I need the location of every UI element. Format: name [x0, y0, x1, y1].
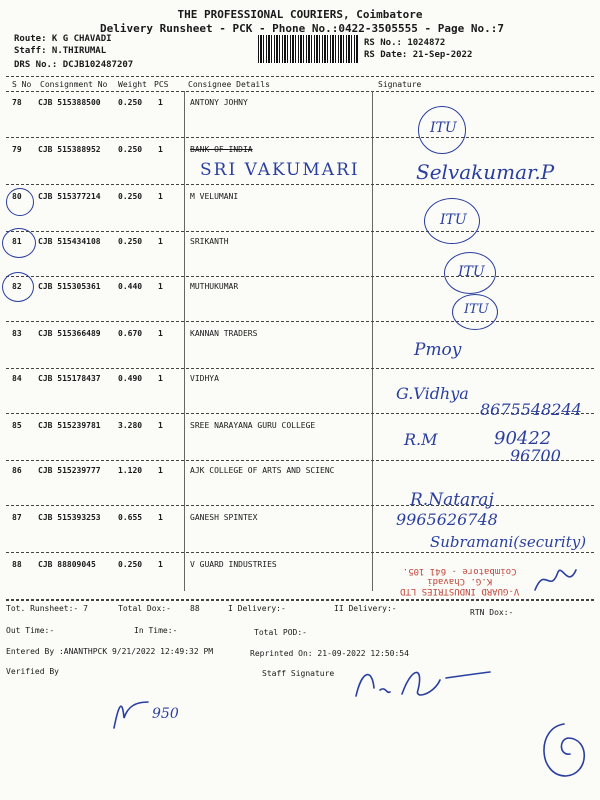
divider	[6, 91, 594, 92]
row-consignee: M VELUMANI	[190, 192, 239, 201]
row-sno: 81	[12, 237, 22, 246]
route-label: Route: K G CHAVADI	[14, 34, 112, 44]
barcode	[258, 35, 358, 63]
row-circle-mark	[2, 272, 34, 302]
rs-date: RS Date: 21-Sep-2022	[364, 50, 473, 60]
runsheet-title: Delivery Runsheet - PCK - Phone No.:0422-3505555 - Page No.:7	[100, 22, 504, 35]
row-weight: 0.250	[118, 192, 143, 201]
row-consignment: CJB 515377214	[38, 192, 101, 201]
col-consignment: Consignment No	[40, 80, 108, 89]
row-consignee: SRIKANTH	[190, 237, 229, 246]
out-time: Out Time:-	[6, 626, 55, 635]
row-consignment: CJB 515434108	[38, 237, 101, 246]
signature: G.Vidhya	[396, 384, 469, 403]
i-delivery: I Delivery:-	[228, 604, 286, 613]
row-consignee: V GUARD INDUSTRIES	[190, 560, 277, 569]
col-sno: S No	[12, 80, 32, 89]
row-weight: 0.250	[118, 560, 143, 569]
row-pcs: 1	[158, 421, 163, 430]
row-divider	[6, 321, 594, 322]
row-consignee: KANNAN TRADERS	[190, 329, 258, 338]
signature: R.Nataraj	[410, 490, 494, 510]
row-circle-mark	[6, 188, 34, 216]
row-consignee: ANTONY JOHNY	[190, 98, 248, 107]
divider	[6, 600, 594, 601]
row-weight: 0.440	[118, 282, 143, 291]
handwritten-phone: 96700	[510, 446, 561, 465]
stamp-line: K.G. Chavadi	[427, 576, 493, 586]
entered-by: Entered By :ANANTHPCK 9/21/2022 12:49:32 PM	[6, 647, 214, 656]
row-pcs: 1	[158, 560, 163, 569]
handwritten-phone: 90422	[494, 428, 552, 449]
row-pcs: 1	[158, 329, 163, 338]
signature: R.M	[404, 430, 438, 449]
row-circle-mark	[2, 228, 36, 258]
rs-number: RS No.: 1024872	[364, 38, 446, 48]
company-stamp	[400, 566, 519, 596]
row-consignment: CJB 515178437	[38, 374, 101, 383]
row-consignee: GANESH SPINTEX	[190, 513, 258, 522]
row-sno: 83	[12, 329, 22, 338]
signature: ITU	[430, 120, 457, 136]
drs-label: DRS No.: DCJB102487207	[14, 60, 134, 70]
row-consignee: SREE NARAYANA GURU COLLEGE	[190, 421, 316, 430]
row-divider	[6, 137, 594, 138]
row-sno: 79	[12, 145, 22, 154]
signature: ITU	[458, 264, 485, 280]
total-dox-label: Total Dox:-	[118, 604, 171, 613]
row-consignee: VIDHYA	[190, 374, 219, 383]
row-weight: 0.670	[118, 329, 143, 338]
row-sno: 84	[12, 374, 22, 383]
row-weight: 0.250	[118, 98, 143, 107]
row-weight: 3.280	[118, 421, 143, 430]
handwritten-note: 950	[152, 706, 179, 722]
total-pod: Total POD:-	[254, 628, 307, 637]
row-consignment: CJB 515388500	[38, 98, 101, 107]
staff-label: Staff: N.THIRUMAL	[14, 46, 107, 56]
signature: ITU	[464, 302, 489, 317]
col-signature: Signature	[378, 80, 422, 89]
row-pcs: 1	[158, 145, 163, 154]
row-sno: 88	[12, 560, 22, 569]
row-divider	[6, 460, 594, 461]
verified-by: Verified By	[6, 667, 59, 676]
handwritten-phone: 9965626748	[396, 510, 498, 529]
row-pcs: 1	[158, 513, 163, 522]
handwritten-name: SRI VAKUMARI	[200, 160, 360, 180]
row-divider	[6, 552, 594, 553]
signature: ITU	[440, 212, 467, 228]
row-weight: 1.120	[118, 466, 143, 475]
row-weight: 0.250	[118, 145, 143, 154]
row-consignment: CJB 515239777	[38, 466, 101, 475]
stamp-line: Coimbatore - 641 105.	[402, 566, 517, 576]
divider	[6, 76, 594, 77]
row-divider	[6, 276, 594, 277]
handwritten-phone: 8675548244	[480, 400, 582, 419]
rtn-dox: RTN Dox:-	[470, 608, 514, 617]
tot-runsheet: Tot. Runsheet:- 7	[6, 604, 88, 613]
col-consignee: Consignee Details	[188, 80, 270, 89]
row-consignee: MUTHUKUMAR	[190, 282, 239, 291]
row-consignee: AJK COLLEGE OF ARTS AND SCIENC	[190, 466, 335, 475]
row-pcs: 1	[158, 282, 163, 291]
row-consignment: CJB 88809045	[38, 560, 96, 569]
company-title: THE PROFESSIONAL COURIERS, Coimbatore	[177, 8, 423, 21]
row-weight: 0.490	[118, 374, 143, 383]
corner-mark	[530, 714, 594, 784]
column-rule	[184, 91, 185, 591]
staff-signature	[350, 660, 500, 705]
row-sno: 86	[12, 466, 22, 475]
row-consignment: CJB 515239781	[38, 421, 101, 430]
row-sno: 85	[12, 421, 22, 430]
row-sno: 82	[12, 282, 22, 291]
in-time: In Time:-	[134, 626, 178, 635]
row-weight: 0.250	[118, 237, 143, 246]
row-pcs: 1	[158, 192, 163, 201]
row-sno: 78	[12, 98, 22, 107]
row-consignment: CJB 515305361	[38, 282, 101, 291]
row-divider	[6, 505, 594, 506]
col-weight: Weight	[118, 80, 147, 89]
signature: Subramani(security)	[430, 533, 587, 551]
row-divider	[6, 231, 594, 232]
total-dox-value: 88	[190, 604, 200, 613]
stamp-line: V-GUARD INDUSTRIES LTD	[400, 586, 520, 596]
row-consignment: CJB 515366489	[38, 329, 101, 338]
column-rule	[372, 91, 373, 591]
row-pcs: 1	[158, 374, 163, 383]
signature: Pmoy	[414, 340, 462, 360]
row-weight: 0.655	[118, 513, 143, 522]
staff-signature-label: Staff Signature	[262, 669, 335, 678]
row-consignee: BANK OF INDIA	[190, 145, 253, 154]
signature-scribble	[530, 560, 580, 600]
row-divider	[6, 184, 594, 185]
row-pcs: 1	[158, 98, 163, 107]
signature: Selvakumar.P	[416, 160, 555, 184]
ii-delivery: II Delivery:-	[334, 604, 397, 613]
row-divider	[6, 368, 594, 369]
col-pcs: PCS	[154, 80, 169, 89]
row-sno: 87	[12, 513, 22, 522]
row-pcs: 1	[158, 237, 163, 246]
row-consignment: CJB 515393253	[38, 513, 101, 522]
row-sno: 80	[12, 192, 22, 201]
row-consignment: CJB 515388952	[38, 145, 101, 154]
reprinted-on: Reprinted On: 21-09-2022 12:50:54	[250, 649, 409, 658]
row-pcs: 1	[158, 466, 163, 475]
